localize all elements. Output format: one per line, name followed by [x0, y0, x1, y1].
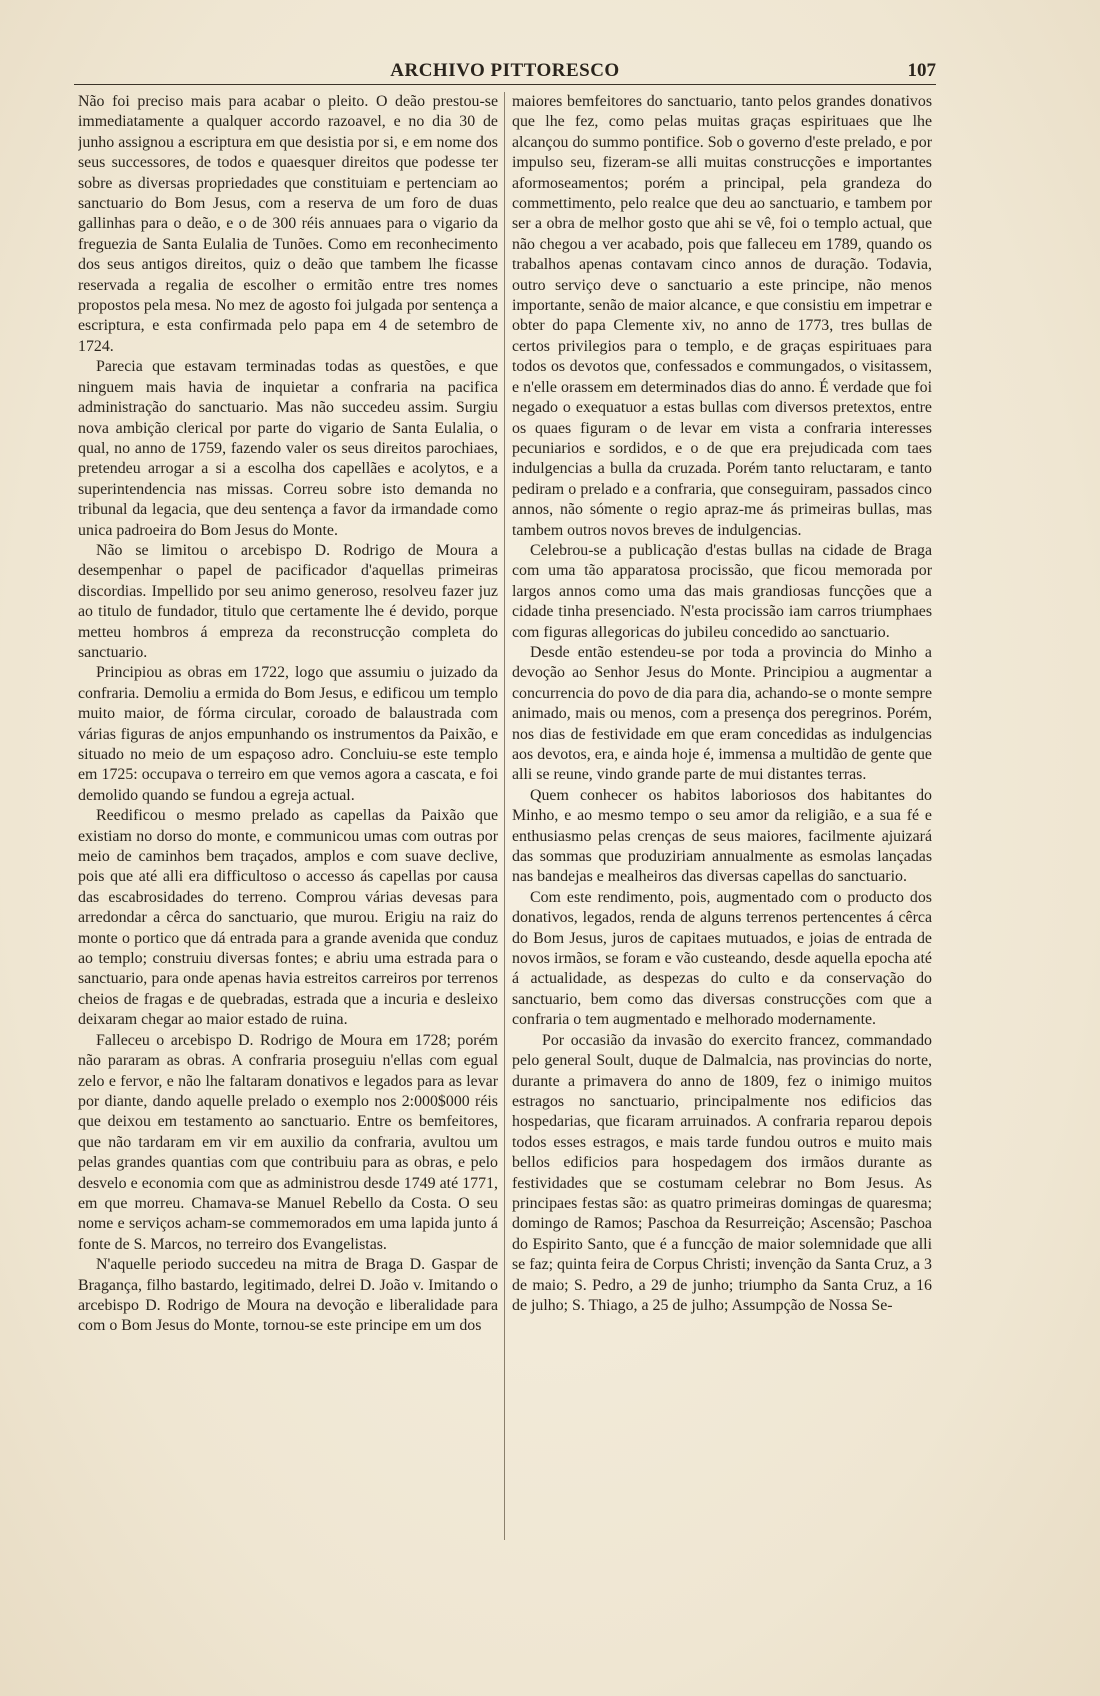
header-rule [74, 84, 936, 85]
running-header [74, 58, 936, 84]
paragraph: N'aquelle periodo succedeu na mitra de Braga D. Gaspar de Bragança, filho bastardo, legitimado, delrei D. João v. Imitando o arcebispo D. Rodrigo de Moura na devoção e liberalidade para com o Bom Jesus do Monte, tornou-se este principe em um dos [78, 1256, 498, 1335]
paragraph: Parecia que estavam terminadas todas as questões, e que ninguem mais havia de inquietar a confraria na pacifica administração do sanctuario. Mas não succedeu assim. Surgiu nova ambição clerical por parte do vigario de Santa Eulalia, o qual, no anno de 1759, fazendo valer os seus direitos parochiaes, pretendeu arrogar a si a escolha dos capellães e acolytos, e a superintendencia nas missas. Correu sobre isto demanda no tribunal da legacia, que deu sentença a favor da irmandade como unica padroeira do Bom Jesus do Monte. [78, 358, 498, 539]
paragraph: Falleceu o arcebispo D. Rodrigo de Moura em 1728; porém não pararam as obras. A confraria proseguiu n'ellas com egual zelo e fervor, e não lhe faltaram donativos e legados para as levar por diante, dando aquelle prelado o exemplo nos 2:000$000 réis que deixou em testamento ao sanctuario. Entre os bemfeitores, que não tardaram em vir em auxilio da confraria, avultou um pelas grandes quantias com que contribuiu para as obras, e pelo desvelo e economia com que as administrou desde 1749 até 1771, em que morreu. Chamava-se Manuel Rebello da Costa. O seu nome e serviços acham-se commemorados em uma lapida junto á fonte de S. Marcos, no terreiro dos Evangelistas. [78, 1031, 498, 1253]
paragraph: Desde então estendeu-se por toda a provincia do Minho a devoção ao Senhor Jesus do Monte. Principiou a augmentar a concurrencia do povo de dia para dia, achando-se o monte sempre animado, mais ou menos, com a presença dos peregrinos. Porém, nos dias de festividade em que eram concedidas as indulgencias aos devotos, era, e ainda hoje é, immensa a multidão de gente que alli se reune, vindo grande parte de mui distantes terras. [512, 643, 932, 784]
right-column [512, 92, 932, 1572]
paragraph: Quem conhecer os habitos laboriosos dos habitantes do Minho, e ao mesmo tempo o seu amor da religião, e a sua fé e enthusiasmo pelas crenças de seus maiores, facilmente ajuizará das sommas que produziriam annualmente as esmolas lançadas nas bandejas e mealheiros das diversas capellas do sanctuario. [512, 786, 932, 886]
paragraph: maiores bemfeitores do sanctuario, tanto pelos grandes donativos que lhe fez, como pelas muitas graças espirituaes que lhe alcançou do summo pontifice. Sob o governo d'este prelado, e por impulso seu, fizeram-se alli muitas construcções e importantes aformoseamentos; porém a principal, pela grandeza do commettimento, pelo realce que deu ao sanctuario, e tambem por ser a obra de melhor gosto que ahi se vê, foi o templo actual, que não chegou a ver acabado, pois que falleceu em 1789, quando os trabalhos apenas contavam cinco annos de duração. Todavia, outro serviço deve o sanctuario a este principe, não menos importante, senão de maior alcance, e que consistiu em impetrar e obter do papa Clemente xiv, no anno de 1773, tres bullas de certos privilegios para o templo, e de graças espirituaes para todos os devotos que, confessados e commungados, o visitassem, e n'elle orassem em determinados dias do anno. É verdade que foi negado o exequatuor a estas bullas com diversos pretextos, entre os quaes figuram o de levar em vista a confraria interesses pecuniarios e sordidos, e o de que era prejudicada com taes indulgencias a bulla da cruzada. Porém tanto reluctaram, e tanto pediram o prelado e a confraria, que conseguiram, passados cinco annos, não sómente o regio apraz-me ás primeiras bullas, mas tambem outros novos breves de indulgencias. [512, 93, 932, 539]
paragraph: Com este rendimento, pois, augmentado com o producto dos donativos, legados, renda de alguns terrenos pertencentes á cêrca do Bom Jesus, juros de capitaes mutuados, e joias de entrada de novos irmãos, se foram e vão custeando, desde aquella epocha até á actualidade, as despezas do culto e da conservação do sanctuario, bem como das diversas construcções com que a confraria o tem augmentado e melhorado modernamente. [512, 888, 932, 1029]
paragraph: Não se limitou o arcebispo D. Rodrigo de Moura a desempenhar o papel de pacificador d'aquellas primeiras discordias. Impellido por seu animo generoso, resolveu fazer juz ao titulo de fundador, titulo que certamente lhe é devido, porque metteu hombros á empreza da reconstrucção completa do sanctuario. [78, 541, 498, 661]
page-number: 107 [907, 60, 936, 81]
paragraph: Principiou as obras em 1722, logo que assumiu o juizado da confraria. Demoliu a ermida do Bom Jesus, e edificou um templo muito maior, de fórma circular, coroado de balaustrada com várias figuras de anjos empunhando os instrumentos da Paixão, e situado no meio de um espaçoso adro. Concluiu-se este templo em 1725: occupava o terreiro em que vemos agora a cascata, e foi demolido quando se fundou a egreja actual. [78, 664, 498, 804]
left-column [78, 92, 498, 1572]
paragraph: Reedificou o mesmo prelado as capellas da Paixão que existiam no dorso do monte, e communicou umas com outras por meio de caminhos bem traçados, amplos e com suave declive, pois que até alli era difficultoso o accesso ás capellas por causa das escabrosidades do terreno. Comprou várias devesas para arredondar a cêrca do sanctuario, que murou. Erigiu na raiz do monte o portico que dá entrada para a grande avenida que conduz ao templo; construiu diversas fontes; e abriu uma estrada para o sanctuario, para onde apenas havia estreitos carreiros por terrenos cheios de fragas e de quebradas, estrada que a incuria e desleixo deixaram chegar ao maior estado de ruina. [78, 807, 498, 1029]
paragraph: Não foi preciso mais para acabar o pleito. O deão prestou-se immediatamente a qualquer accordo razoavel, e no dia 30 de junho assignou a escriptura em que desistia por si, e em nome dos seus successores, de todos e quaesquer direitos que podesse ter sobre as diversas propriedades que constituiam e pertenciam ao sanctuario do Bom Jesus, com a reserva de um foro de duas gallinhas para o deão, e o de 300 réis annuaes para o vigario da freguezia de Santa Eulalia de Tunões. Como em reconhecimento dos seus antigos direitos, quiz o deão que tambem lhe ficasse reservada a regalia de escolher o ermitão entre tres nomes propostos pela mesa. No mez de agosto foi julgada por sentença a escriptura, e esta confirmada pelo papa em 4 de setembro de 1724. [78, 93, 498, 355]
publication-title: ARCHIVO PITTORESCO [390, 60, 620, 81]
paragraph: Celebrou-se a publicação d'estas bullas na cidade de Braga com uma tão apparatosa procissão, que ficou memorada por largos annos como uma das mais grandiosas funcções que a cidade tinha presenciado. N'esta procissão iam carros triumphaes com figuras allegoricas do jubileu concedido ao sanctuario. [512, 541, 932, 641]
column-divider [504, 92, 505, 1540]
paragraph: Por occasião da invasão do exercito francez, commandado pelo general Soult, duque de Dalmalcia, nas provincias do norte, durante a primavera do anno de 1809, fez o inimigo muitos estragos no sanctuario, principalmente nos edificios das hospedarias, que ficaram arruinados. A confraria reparou depois todos esses estragos, e mais tarde fundou outros e muito mais bellos edificios para hospedagem dos irmãos durante as festividades que se costumam celebrar no Bom Jesus. As principaes festas são: as quatro primeiras domingas de quaresma; domingo de Ramos; Paschoa da Resurreição; Ascensão; Paschoa do Espirito Santo, que é a funcção de maior solemnidade que alli se faz; quinta feira de Corpus Christi; invenção da Santa Cruz, a 3 de maio; S. Pedro, a 29 de junho; triumpho da Santa Cruz, a 16 de julho; S. Thiago, a 25 de julho; Assumpção de Nossa Se- [512, 1031, 932, 1314]
